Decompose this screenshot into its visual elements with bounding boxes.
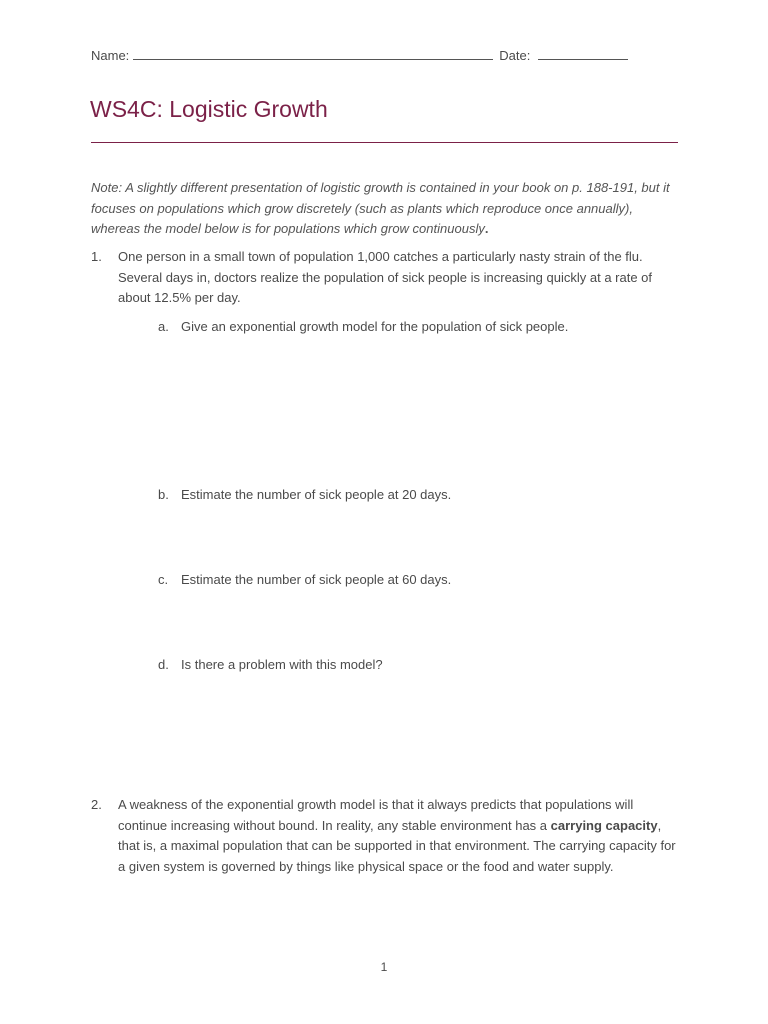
question-number: 2. — [91, 797, 102, 812]
part-text: Estimate the number of sick people at 20 days. — [181, 487, 452, 502]
part-letter: c. — [158, 572, 169, 587]
date-field-line — [538, 47, 628, 60]
part-letter: a. — [158, 319, 169, 334]
question-1-part-c — [158, 570, 658, 590]
worksheet-title: WS4C: Logistic Growth — [90, 96, 328, 122]
name-label: Name: — [91, 48, 130, 63]
question-1 — [91, 247, 681, 309]
date-label: Date: — [499, 48, 531, 63]
question-1-part-a — [158, 317, 658, 337]
part-text: Give an exponential growth model for the population of sick people. — [181, 319, 569, 334]
name-field-line — [133, 47, 493, 60]
part-letter: b. — [158, 487, 169, 502]
part-letter: d. — [158, 657, 169, 672]
question-text-after: , that is, a maximal population that can be supported in that environment. The carrying capacity for a given system is governed by things like physical space or the food and water supply. — [118, 817, 676, 874]
question-2 — [91, 795, 681, 877]
question-1-part-d — [158, 655, 658, 675]
question-text: One person in a small town of population 1,000 catches a particularly nasty strain of the flu. Several days in, doctors realize the population of sick people is increasing quickly at a rate of about 12.5% per day. — [118, 249, 653, 305]
name-date-header — [91, 47, 628, 63]
note-text: Note: A slightly different presentation of logistic growth is contained in your book on p. 188-191, but it focuses on populations which grow discretely (such as plants which reproduce once annually), whereas the model below is for populations which grow continuously — [91, 180, 670, 236]
question-text-before: A weakness of the exponential growth model is that it always predicts that populations will continue increasing without bound. In reality, any stable environment has a — [118, 797, 634, 833]
note-end: . — [484, 221, 489, 236]
page-number: 1 — [380, 960, 388, 974]
question-text — [118, 795, 681, 877]
title-divider — [91, 142, 678, 143]
note-paragraph — [91, 178, 681, 240]
carrying-capacity-term: carrying capacity — [550, 817, 658, 833]
part-text: Estimate the number of sick people at 60 days. — [181, 572, 452, 587]
question-number: 1. — [91, 249, 102, 264]
question-1-part-b — [158, 485, 658, 505]
part-text: Is there a problem with this model? — [181, 657, 383, 672]
